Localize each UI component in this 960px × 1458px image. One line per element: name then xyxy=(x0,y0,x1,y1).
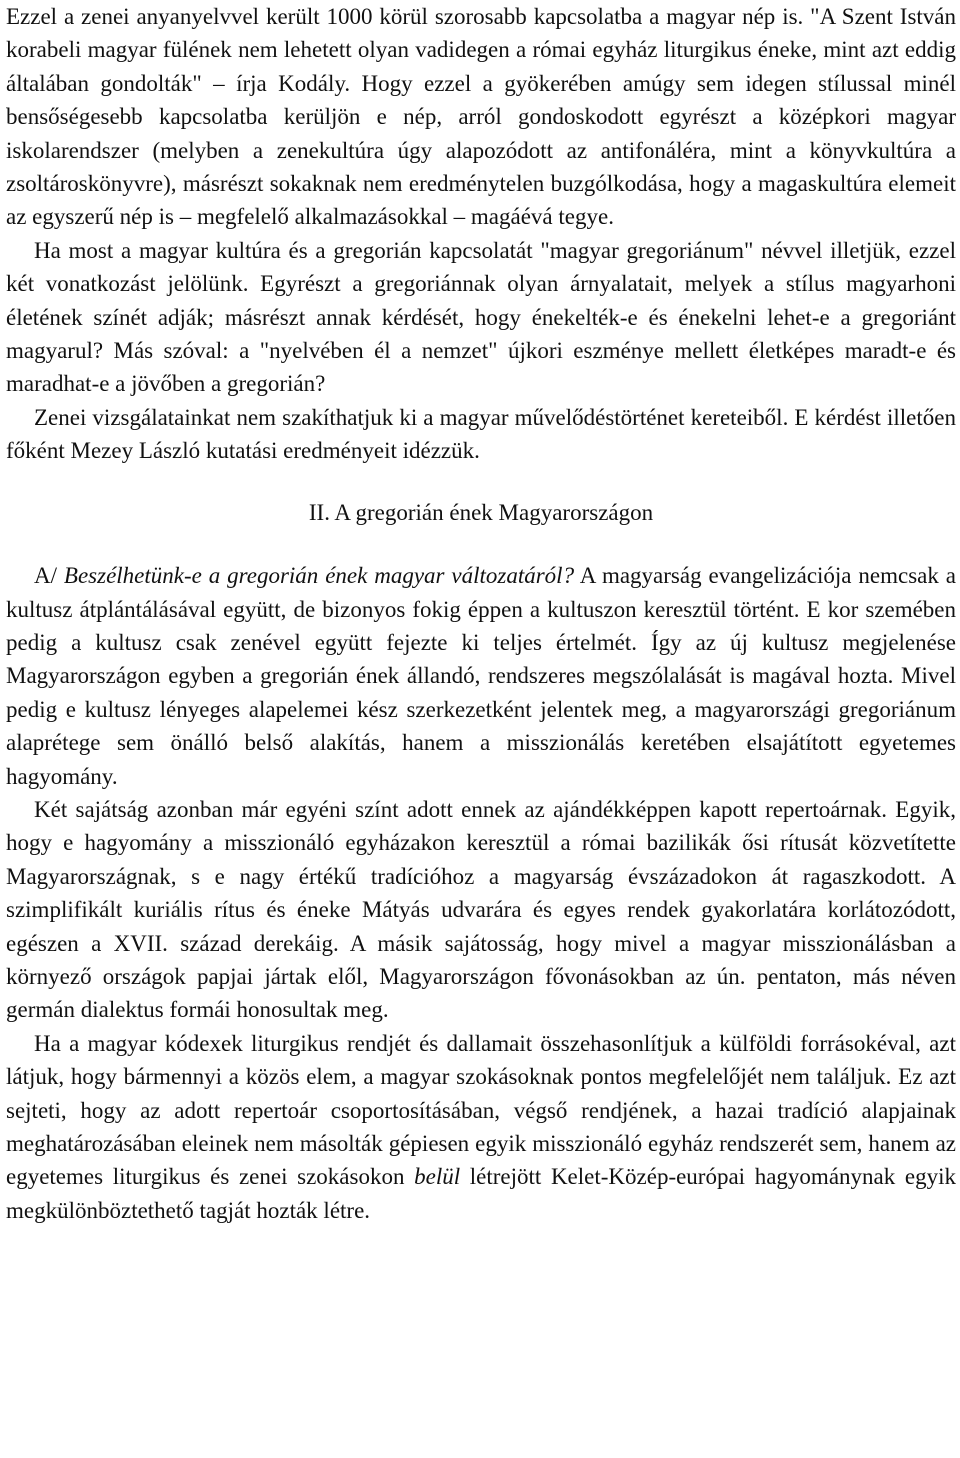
last-paragraph-text-a: Ha a magyar kódexek liturgikus rendjét és dallamait összehasonlítjuk a külföldi forrásokéval, azt látjuk, hogy bármennyi a közös elem, a magyar szokásoknak pontos megfelelőjét nem találjuk. Ez azt sejteti, hogy az adott repertoár csoportosításában, végső rendjének, a hazai tradíció alapjainak meghatározásában eleinek nem másolták gépiesen egyik misszionáló egyház rendszerét sem, hanem az egyetemes liturgikus és zenei szokásokon xyxy=(6,1030,956,1190)
paragraph-kodaly-quote: Ezzel a zenei anyanyelvvel került 1000 körül szorosabb kapcsolatba a magyar nép is. "A Szent István korabeli magyar fülének nem lehetett olyan vadidegen a római egyház liturgikus éneke, mint azt eddig általában gondolták" – írja Kodály. Hogy ezzel a gyökerében amúgy sem idegen stílussal minél bensőségesebb kapcsolatba kerüljön e nép, arról gondoskodott egyrészt a középkori magyar iskolarendszer (melyben a zenekultúra úgy alapozódott az antifonáléra, mint a könyvkultúra a zsoltároskönyvre), másrészt sokaknak nem eredménytelen buzgólkodása, hogy a magaskultúra elemeit az egyszerű nép is – megfelelő alkalmazásokkal – magáévá tegye. xyxy=(6,4,956,230)
paragraph-magyar-kodexek xyxy=(6,1027,956,1227)
subsection-prefix: A/ xyxy=(34,563,57,589)
paragraph-subsection-a xyxy=(6,559,956,793)
paragraph-magyar-gregorianum: Ha most a magyar kultúra és a gregorián kapcsolatát "magyar gregoriánum" névvel illetjük, ezzel két vonatkozást jelölünk. Egyrészt a gregoriánnak olyan árnyalatait, melyek a stílus magyarhoni életének színét adják; másrészt annak kérdését, hogy énekelték-e és énekelni lehet-e a gregoriánt magyarul? Más szóval: a "nyelvében él a nemzet" újkori eszménye mellett életképes maradt-e és maradhat-e a jövőben a gregorián? xyxy=(6,237,956,397)
paragraph-mezey-laszlo: Zenei vizsgálatainkat nem szakíthatjuk ki a magyar művelődéstörténet kereteiből. E kérdést illetően főként Mezey László kutatási eredményeit idézzük. xyxy=(6,404,956,464)
paragraph-ket-sajatsag: Két sajátság azonban már egyéni színt adott ennek az ajándékképpen kapott repertoárnak. Egyik, hogy e hagyomány a misszionáló egyházakon keresztül a római bazilikák ősi rítusát közvetítette Magyarországnak, s e nagy értékű tradícióhoz a magyarság évszázadokon át ragaszkodott. A szimplifikált kuriális rítus és éneke Mátyás udvarára és egyes rendek gyakorlatára korlátozódott, egészen a XVII. század derekáig. A másik sajátosság, hogy mivel a magyar misszionálásban a környező országok papjai jártak elől, Magyarországon fővonásokban az ún. pentaton, más néven germán dialektus formái honosultak meg. xyxy=(6,796,956,1023)
last-paragraph-text-b: létrejött Kelet-Közép-európai hagyománynak egyik megkülönböztethető tagját hozták létre. xyxy=(6,1164,956,1223)
section-heading xyxy=(6,496,956,529)
last-paragraph-italic-word: belül xyxy=(414,1164,461,1190)
subsection-title: Beszélhetünk-e a gregorián ének magyar változatáról? xyxy=(63,563,575,589)
subsection-text: A magyarság evangelizációja nemcsak a kultusz átplántálásával együtt, de bizonyos fokig éppen a kultuszon keresztül történt. E kor szemében pedig a kultusz csak zenével együtt fejezte ki teljes értelmét. Így az új kultusz megjelenése Magyarországon egyben a gregorián ének állandó, rendszeres megszólalását is magával hozta. Mivel pedig e kultusz lényeges alapelemei kész szerkezetként jelentek meg, a magyarországi gregoriánum alaprétege sem önálló belső alakítás, hanem a misszionálás keretében elsajátított egyetemes hagyomány. xyxy=(6,563,956,789)
section-heading-text: II. A gregorián ének Magyarországon xyxy=(308,499,654,525)
